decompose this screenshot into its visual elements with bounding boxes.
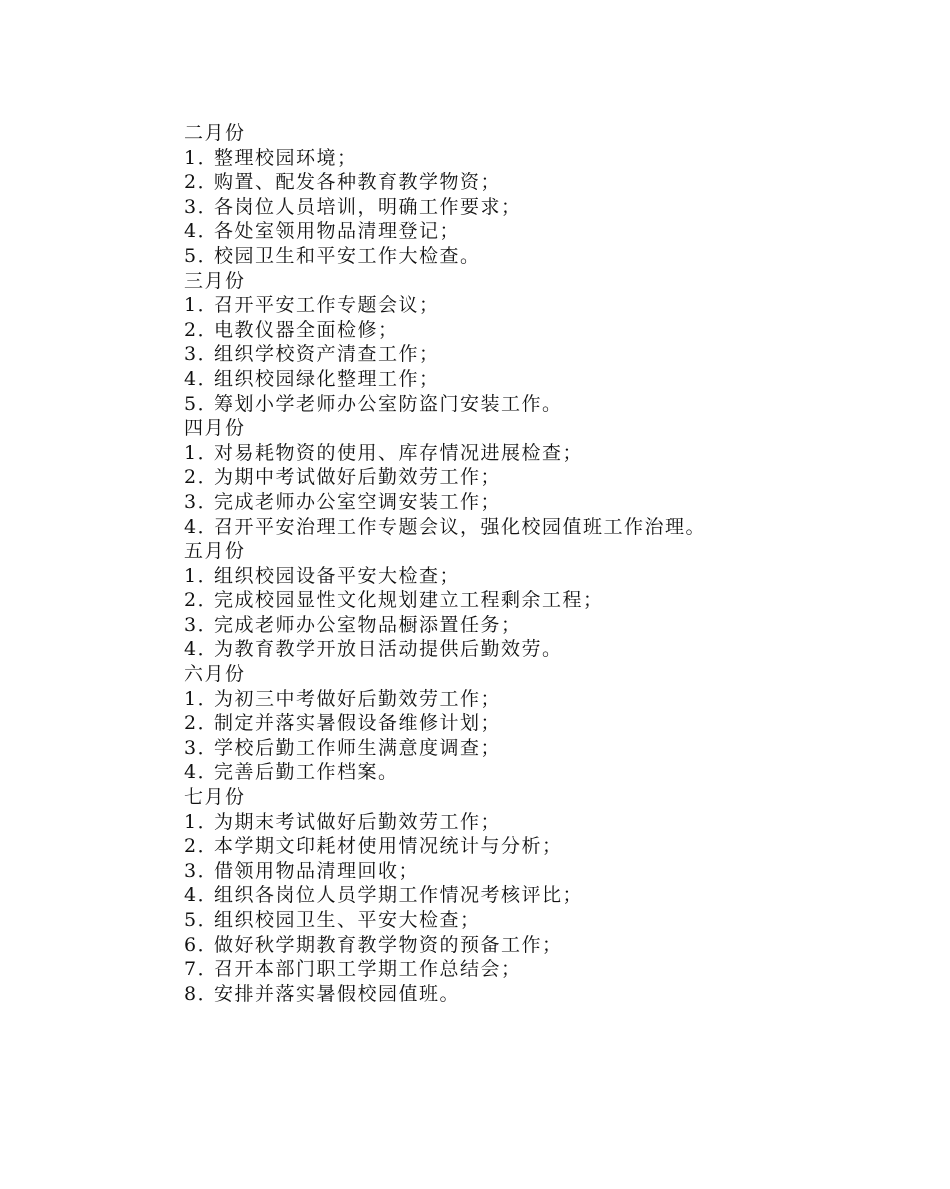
item-number: 8． — [184, 982, 219, 1005]
item-text: 完成老师办公室物品橱添置任务； — [214, 613, 522, 636]
item-text: 筹划小学老师办公室防盗门安装工作。 — [214, 392, 563, 415]
list-item — [184, 515, 924, 540]
list-item — [184, 933, 924, 958]
item-number: 4． — [184, 884, 219, 907]
item-text: 为期中考试做好后勤效劳工作； — [214, 466, 502, 489]
item-text: 组织学校资产清查工作； — [214, 343, 440, 366]
item-number: 3． — [184, 343, 219, 366]
list-item — [184, 293, 924, 318]
item-text: 校园卫生和平安工作大检查。 — [214, 244, 481, 267]
item-number: 4． — [184, 367, 219, 390]
item-number: 5． — [184, 392, 219, 415]
list-item — [184, 883, 924, 908]
list-item — [184, 810, 924, 835]
item-number: 5． — [184, 909, 219, 931]
item-text: 电教仪器全面检修； — [214, 318, 399, 341]
work-plan-content — [184, 121, 924, 1006]
item-text: 完善后勤工作档案。 — [214, 761, 399, 784]
item-text: 组织校园绿化整理工作； — [214, 367, 440, 390]
month-heading: 四月份 — [184, 417, 246, 440]
item-text: 各岗位人员培训，明确工作要求； — [214, 195, 522, 218]
item-text: 为初三中考做好后勤效劳工作； — [214, 687, 502, 710]
list-item — [184, 760, 924, 785]
item-number: 6． — [184, 933, 219, 956]
month-section-march — [184, 269, 924, 417]
item-text: 为期末考试做好后勤效劳工作； — [214, 810, 502, 833]
item-text: 本学期文印耗材使用情况统计与分析； — [214, 835, 563, 858]
list-item — [184, 170, 924, 195]
item-number: 1． — [184, 294, 219, 317]
item-number: 4． — [184, 515, 219, 538]
month-section-february — [184, 121, 924, 269]
item-number: 3． — [184, 490, 219, 513]
list-item — [184, 244, 924, 269]
list-item — [184, 367, 924, 392]
item-number: 2． — [184, 171, 219, 194]
list-item — [184, 441, 924, 466]
item-number: 2． — [184, 835, 219, 858]
list-item — [184, 219, 924, 244]
month-heading: 三月份 — [184, 269, 246, 292]
item-number: 1． — [184, 687, 219, 710]
list-item — [184, 318, 924, 343]
item-number: 1． — [184, 441, 219, 464]
item-text: 组织各岗位人员学期工作情况考核评比； — [214, 884, 584, 907]
item-number: 1． — [184, 564, 219, 587]
item-number: 3． — [184, 859, 219, 882]
month-section-june — [184, 662, 924, 785]
item-number: 3． — [184, 736, 219, 759]
item-number: 7． — [184, 958, 219, 981]
item-number: 2． — [184, 318, 219, 341]
item-number: 2． — [184, 589, 219, 612]
item-text: 购置、配发各种教育教学物资； — [214, 171, 502, 194]
list-item — [184, 982, 924, 1007]
item-number: 4． — [184, 220, 219, 243]
item-number: 1． — [184, 810, 219, 833]
item-text: 整理校园环境； — [214, 146, 358, 169]
item-text: 学校后勤工作师生满意度调查； — [214, 736, 502, 759]
month-heading: 二月份 — [184, 122, 246, 144]
item-number: 4． — [184, 761, 219, 784]
item-text: 为教育教学开放日活动提供后勤效劳。 — [214, 638, 563, 661]
month-section-july — [184, 785, 924, 1006]
item-text: 做好秋学期教育教学物资的预备工作； — [214, 933, 563, 956]
month-section-april — [184, 416, 924, 539]
item-number: 5． — [184, 244, 219, 267]
list-item — [184, 146, 924, 171]
item-number: 3． — [184, 613, 219, 636]
item-number: 4． — [184, 638, 219, 661]
item-text: 召开本部门职工学期工作总结会； — [214, 958, 522, 981]
item-number: 1． — [184, 146, 219, 169]
item-text: 对易耗物资的使用、库存情况进展检查； — [214, 441, 584, 464]
month-section-may — [184, 539, 924, 662]
item-text: 组织校园卫生、平安大检查； — [214, 909, 481, 931]
list-item — [184, 564, 924, 589]
list-item — [184, 859, 924, 884]
list-item — [184, 908, 924, 933]
list-item — [184, 195, 924, 220]
item-text: 各处室领用物品清理登记； — [214, 220, 461, 243]
list-item — [184, 342, 924, 367]
item-text: 召开平安治理工作专题会议，强化校园值班工作治理。 — [214, 515, 707, 538]
list-item — [184, 490, 924, 515]
list-item — [184, 957, 924, 982]
list-item — [184, 392, 924, 417]
month-heading: 七月份 — [184, 786, 246, 809]
list-item — [184, 588, 924, 613]
item-number: 2． — [184, 466, 219, 489]
item-text: 完成老师办公室空调安装工作； — [214, 490, 502, 513]
list-item — [184, 834, 924, 859]
list-item — [184, 711, 924, 736]
item-text: 完成校园显性文化规划建立工程剩余工程； — [214, 589, 604, 612]
item-text: 组织校园设备平安大检查； — [214, 564, 461, 587]
item-text: 召开平安工作专题会议； — [214, 294, 440, 317]
month-heading: 五月份 — [184, 540, 246, 563]
item-text: 制定并落实暑假设备维修计划； — [214, 712, 502, 735]
item-text: 借领用物品清理回收； — [214, 859, 420, 882]
list-item — [184, 613, 924, 638]
list-item — [184, 736, 924, 761]
list-item — [184, 687, 924, 712]
item-number: 2． — [184, 712, 219, 735]
month-heading: 六月份 — [184, 663, 246, 686]
list-item — [184, 637, 924, 662]
item-number: 3． — [184, 195, 219, 218]
item-text: 安排并落实暑假校园值班。 — [214, 982, 461, 1005]
list-item — [184, 465, 924, 490]
